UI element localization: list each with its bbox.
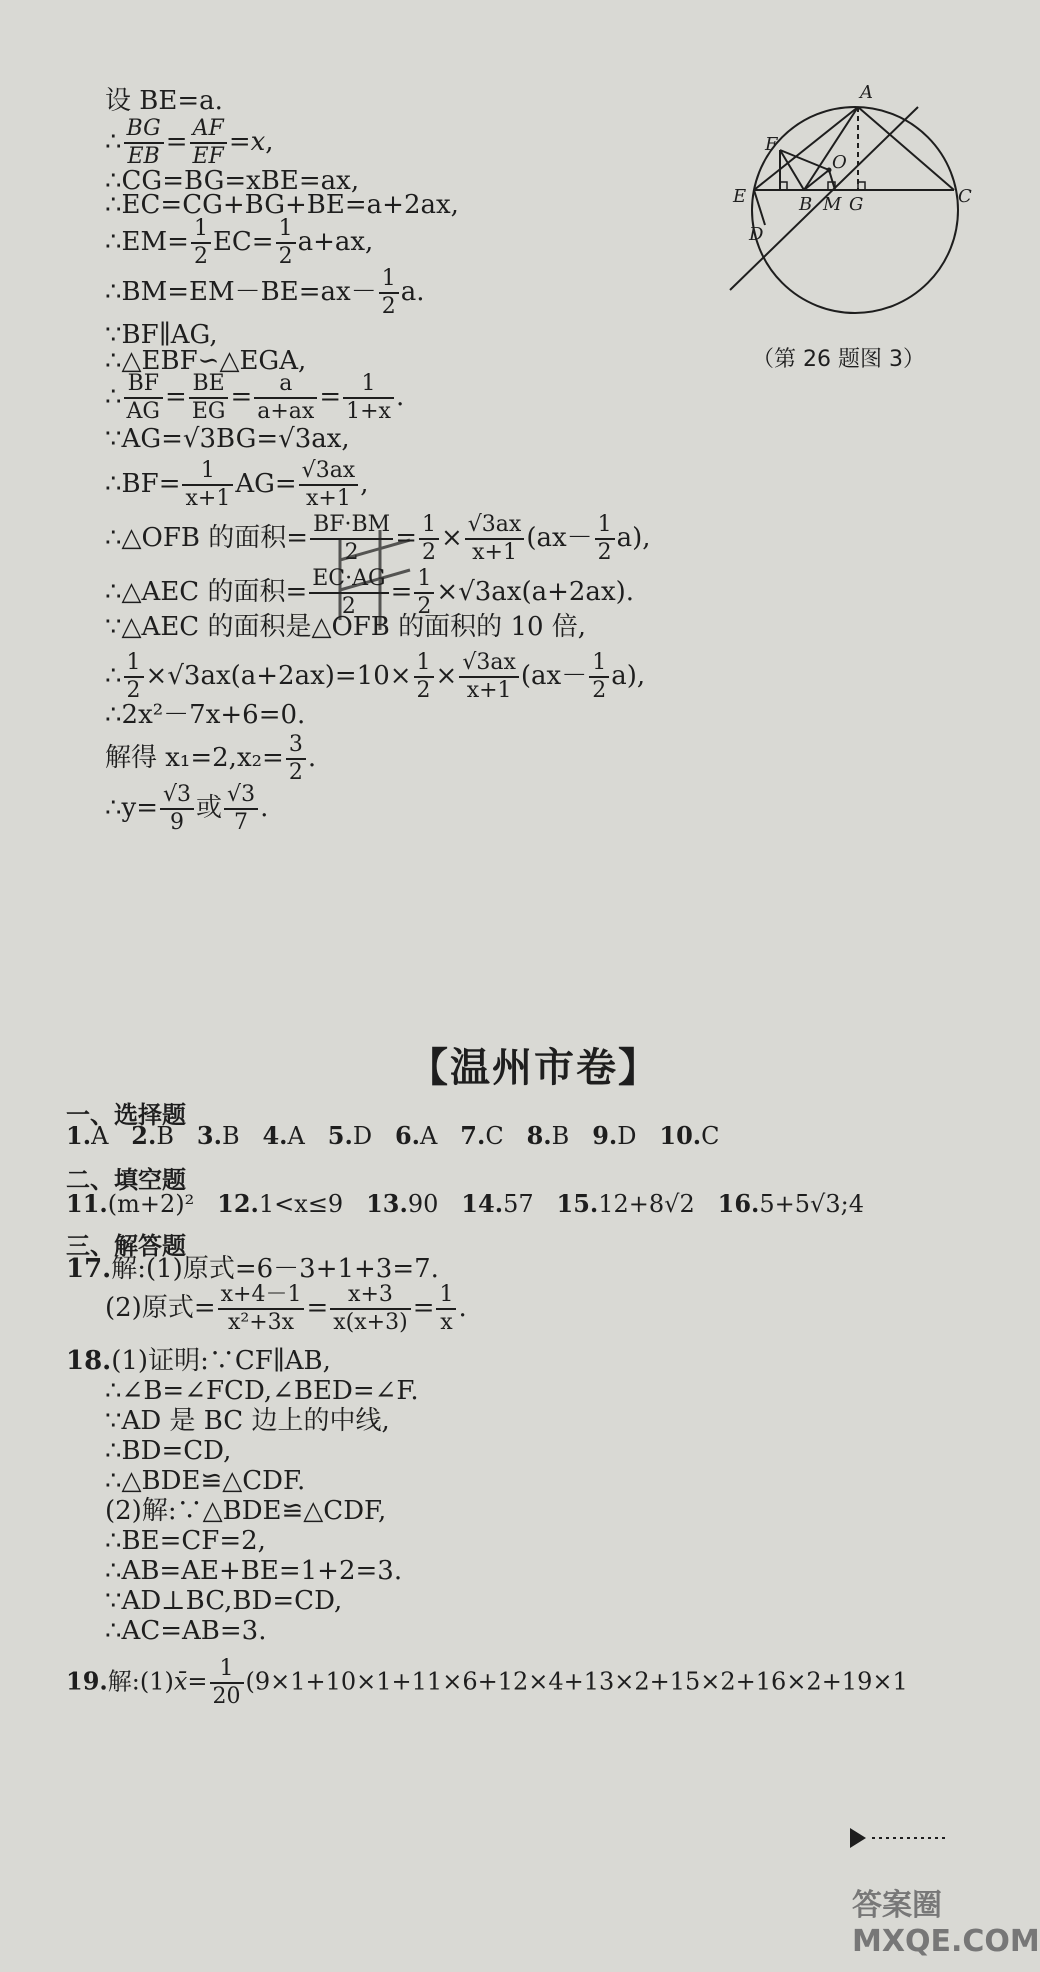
answer-number: 7. — [460, 1121, 486, 1150]
answer-number: 2. — [131, 1121, 157, 1150]
solution-line: 设 BE=a. — [105, 86, 223, 116]
answer-number: 3. — [196, 1121, 222, 1150]
solution-line: ∵△AEC 的面积是△OFB 的面积的 10 倍, — [105, 612, 587, 642]
point-f-label: F — [765, 134, 778, 155]
section-title: 【温州市卷】 — [408, 1045, 660, 1091]
answer-value: B — [156, 1122, 174, 1150]
answer-value: B — [221, 1122, 240, 1150]
fill-answer-15: 12+8√2 — [598, 1190, 695, 1218]
q18-line: ∴AC=AB=3. — [105, 1616, 267, 1646]
solution-line: ∴EC=CG+BG+BE=a+2ax, — [105, 190, 459, 220]
solution-line: ∴EM= $\frac{1}{2}$ EC= $\frac{1}{2}$ a+ax, — [105, 216, 374, 269]
point-g-label: G — [849, 194, 864, 215]
answer-value: C — [701, 1122, 720, 1150]
answer-number: 8. — [526, 1121, 552, 1150]
fill-answer-14: 57 — [503, 1190, 534, 1218]
fill-answers-row: 11.(m+2)² 12.1<x≤9 13.90 14.57 15.12+8√2 16.5+5√3;4 — [66, 1189, 864, 1218]
point-o-label: O — [832, 152, 847, 173]
solution-line: ∵BF∥AG, — [105, 320, 218, 350]
section-heading-fill: 二、填空题 — [66, 1166, 186, 1194]
point-e-label: E — [733, 186, 747, 207]
point-b-label: B — [799, 194, 813, 215]
fill-answer-11: (m+2)² — [107, 1190, 195, 1218]
fill-answer-16: 5+5√3;4 — [759, 1190, 864, 1218]
solution-line: ∴BM=EM－BE=ax－ $\frac{1}{2}$ a. — [105, 266, 425, 319]
answer-number: 10. — [659, 1121, 702, 1150]
answer-value: D — [352, 1122, 373, 1150]
solution-line: ∴y= $\frac{√3}{9}$ 或 $\frac{√3}{7}$ . — [105, 782, 269, 835]
solution-line: ∴2x²－7x+6=0. — [105, 700, 306, 730]
point-m-label: M — [823, 194, 842, 215]
watermark-logo: 答案圈 MXQE.COM — [852, 1888, 1040, 1959]
point-a-label: A — [860, 82, 873, 103]
point-d-label: D — [749, 224, 764, 245]
q18-line: ∴BE=CF=2, — [105, 1526, 266, 1556]
answer-number: 4. — [262, 1121, 288, 1150]
solution-line: ∴△AEC 的面积= $\frac{EC\cdot AG}{2}$ = $\frac{1}{2}$ ×√3ax(a+2ax). — [105, 566, 635, 619]
solution-line: ∴△EBF∽△EGA, — [105, 346, 307, 376]
solution-line: ∴CG=BG=xBE=ax, — [105, 166, 360, 196]
q18-line: ∵AD⊥BC,BD=CD, — [105, 1586, 343, 1616]
answer-value: D — [617, 1122, 637, 1150]
answer-number: 9. — [592, 1121, 618, 1150]
q18-line: ∴△BDE≌△CDF. — [105, 1466, 306, 1496]
q18-line: (2)解:∵△BDE≌△CDF, — [105, 1496, 387, 1526]
answer-number: 6. — [394, 1121, 421, 1150]
q18-line: ∵AD 是 BC 边上的中线, — [105, 1406, 390, 1436]
answer-value: A — [420, 1122, 438, 1150]
q18-line: ∴AB=AE+BE=1+2=3. — [105, 1556, 403, 1586]
solution-line: ∵AG=√3BG=√3ax, — [105, 424, 350, 454]
solution-line: ∴BF= $\frac{1}{x+1}$ AG= $\frac{√3ax}{x+1}$ , — [105, 458, 369, 511]
solution-line: 解得 x₁=2,x₂= $\frac{3}{2}$ . — [105, 732, 317, 785]
q19-line: 19.解:(1)x̄= $\frac{1}{20}$ (9×1+10×1+11×6+12×4+13×2+15×2+16×2+19×1 — [66, 1656, 908, 1709]
solution-line: ∴ $\frac{BF}{AG}$ = $\frac{BE}{EG}$ = $\frac{a}{a+ax}$ = $\frac{1}{1+x}$ . — [105, 371, 405, 424]
point-c-label: C — [958, 186, 972, 207]
figure-caption: （第 26 题图 3） — [752, 347, 925, 372]
q18-line: ∴BD=CD, — [105, 1436, 232, 1466]
answer-value: B — [551, 1122, 570, 1150]
q17-part1: 17.解:(1)原式=6－3+1+3=7. — [66, 1254, 439, 1284]
stamp-mark — [320, 530, 440, 630]
solution-line: ∴ $\frac{BG}{EB}$ = $\frac{AF}{EF}$ =x, — [105, 116, 274, 169]
solution-line: ∴ $\frac{1}{2}$ ×√3ax(a+2ax)=10× $\frac{1}{2}$ × $\frac{√3ax}{x+1}$ (ax－ $\frac{1}{2}$ a), — [105, 650, 646, 703]
continue-arrow-icon — [850, 1826, 950, 1850]
q18-line: 18.(1)证明:∵CF∥AB, — [66, 1346, 331, 1376]
circle-figure-lines — [725, 82, 985, 340]
answer-number: 1. — [66, 1121, 92, 1150]
q17-part2: (2)原式= $\frac{x+4-1}{\text{x²+3x}}$ = $\frac{x+3}{x(x+3)}$ = $\frac{1}{x}$ . — [105, 1282, 467, 1335]
q18-line: ∴∠B=∠FCD,∠BED=∠F. — [105, 1376, 419, 1406]
choice-answers-row — [66, 1121, 720, 1150]
section-heading-choice: 一、选择题 — [66, 1101, 186, 1129]
solution-line: ∴△OFB 的面积= $\frac{BF\cdot BM}{2}$ = $\frac{1}{2}$ × $\frac{√3ax}{x+1}$ (ax－ $\frac{1}{2}$ a), — [105, 512, 651, 565]
answer-value: A — [91, 1122, 109, 1150]
fill-answer-12: 1<x≤9 — [258, 1190, 344, 1218]
section-heading-answer: 三、解答题 — [66, 1232, 186, 1260]
answer-number: 5. — [327, 1121, 353, 1150]
answer-value: A — [287, 1122, 305, 1150]
fill-answer-13: 90 — [407, 1190, 439, 1218]
answer-value: C — [485, 1122, 504, 1150]
